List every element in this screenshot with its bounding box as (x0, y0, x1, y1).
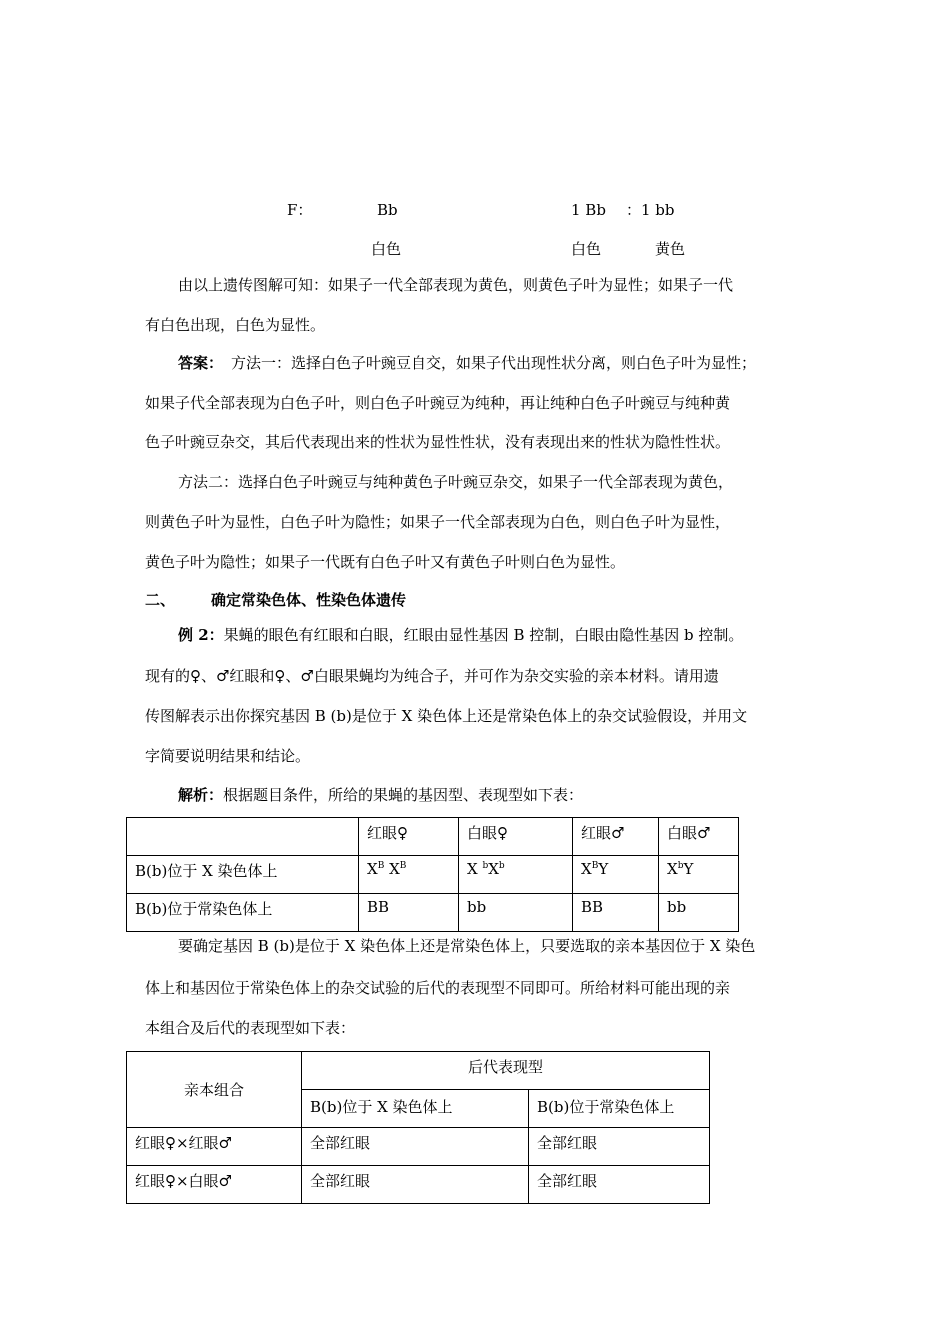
para-after-line-3: 本组合及后代的表现型如下表： (145, 1019, 356, 1037)
table2-subheader-x: B(b)位于 X 染色体上 (302, 1090, 529, 1128)
answer-method1-first: 方法一：选择白色子叶豌豆自交，如果子代出现性状分离，则白色子叶为显性； (231, 354, 757, 372)
answer-line-1 (178, 353, 756, 373)
table1-cell-genotype: $X^B$ $X^B$ (359, 856, 459, 894)
table1-cell-genotype: bb (459, 894, 573, 932)
table2-header-offspring: 后代表现型 (302, 1052, 710, 1090)
section2-title: 确定常染色体、性染色体遗传 (211, 591, 407, 609)
para-after-line-1: 要确定基因 B (b)是位于 X 染色体上还是常染色体上，只要选取的亲本基因位于 X 染色 (178, 937, 756, 955)
example2-line-4: 字简要说明结果和结论。 (145, 747, 311, 765)
f-ratio-right: ：1 bb (626, 201, 675, 219)
answer-m2-line-1: 方法二：选择白色子叶豌豆与纯种黄色子叶豌豆杂交，如果子一代全部表现为黄色， (178, 473, 734, 491)
table1-header-red-female: 红眼♀ (359, 818, 459, 856)
table2-x-cell: 全部红眼 (302, 1128, 529, 1166)
table1-cell-genotype: BB (359, 894, 459, 932)
genotype-table-header-row (127, 818, 739, 856)
f-ratio-left: 1 Bb (571, 201, 606, 219)
example2-label: 例 2： (178, 626, 224, 644)
table1-row-auto-label: B(b)位于常染色体上 (127, 894, 359, 932)
table2-cross-cell: 红眼♀×白眼♂ (127, 1166, 302, 1204)
table1-header-white-male: 白眼♂ (659, 818, 739, 856)
conclusion-line-1: 由以上遗传图解可知：如果子一代全部表现为黄色，则黄色子叶为显性；如果子一代 (178, 276, 734, 294)
analysis-text: 根据题目条件，所给的果蝇的基因型、表现型如下表： (223, 786, 584, 804)
table1-cell-genotype: bb (659, 894, 739, 932)
answer-label: 答案： (178, 354, 224, 372)
analysis-line (178, 785, 583, 805)
table1-cell-genotype: BB (573, 894, 659, 932)
genotype-table (126, 817, 739, 932)
analysis-label: 解析： (178, 786, 224, 804)
table2-auto-cell: 全部红眼 (529, 1128, 710, 1166)
section2-number: 二、 (145, 591, 176, 609)
table-row (127, 1128, 710, 1166)
table-row (127, 856, 739, 894)
table2-auto-cell: 全部红眼 (529, 1166, 710, 1204)
table1-row-x-label: B(b)位于 X 染色体上 (127, 856, 359, 894)
table1-cell-genotype: $X^BY$ (573, 856, 659, 894)
table2-header-cross: 亲本组合 (127, 1052, 302, 1128)
example2-line-1 (178, 625, 743, 645)
conclusion-line-2: 有白色出现，白色为显性。 (145, 316, 326, 334)
table1-header-empty (127, 818, 359, 856)
example2-line-2: 现有的♀、♂红眼和♀、♂白眼果蝇均为纯合子，并可作为杂交实验的亲本材料。请用遗 (145, 667, 719, 685)
para-after-line-2: 体上和基因位于常染色体上的杂交试验的后代的表现型不同即可。所给材料可能出现的亲 (145, 979, 731, 997)
f-label: F： (287, 201, 313, 219)
table1-cell-genotype: X $^bX^b$ (459, 856, 573, 894)
table1-cell-genotype: $X^bY$ (659, 856, 739, 894)
table2-subheader-auto: B(b)位于常染色体上 (529, 1090, 710, 1128)
table-row (127, 894, 739, 932)
example2-line-3: 传图解表示出你探究基因 B (b)是位于 X 染色体上还是常染色体上的杂交试验假设，并用文 (145, 707, 748, 725)
answer-m1-line-3: 色子叶豌豆杂交，其后代表现出来的性状为显性性状，没有表现出来的性状为隐性性状。 (145, 433, 731, 451)
table2-x-cell: 全部红眼 (302, 1166, 529, 1204)
table-row (127, 1166, 710, 1204)
example2-first: 果蝇的眼色有红眼和白眼，红眼由显性基因 B 控制，白眼由隐性基因 b 控制。 (223, 626, 744, 644)
pheno-white-2: 白色 (571, 240, 602, 258)
answer-m1-line-2: 如果子代全部表现为白色子叶，则白色子叶豌豆为纯种，再让纯种白色子叶豌豆与纯种黄 (145, 394, 731, 412)
table2-cross-cell: 红眼♀×红眼♂ (127, 1128, 302, 1166)
offspring-table-header-row (127, 1052, 710, 1090)
f-genotype-bb: Bb (377, 201, 398, 219)
table1-header-white-female: 白眼♀ (459, 818, 573, 856)
pheno-white-1: 白色 (371, 240, 402, 258)
offspring-table (126, 1051, 710, 1204)
table1-header-red-male: 红眼♂ (573, 818, 659, 856)
answer-m2-line-2: 则黄色子叶为显性，白色子叶为隐性；如果子一代全部表现为白色，则白色子叶为显性， (145, 513, 731, 531)
pheno-yellow: 黄色 (655, 240, 686, 258)
answer-m2-line-3: 黄色子叶为隐性；如果子一代既有白色子叶又有黄色子叶则白色为显性。 (145, 553, 626, 571)
